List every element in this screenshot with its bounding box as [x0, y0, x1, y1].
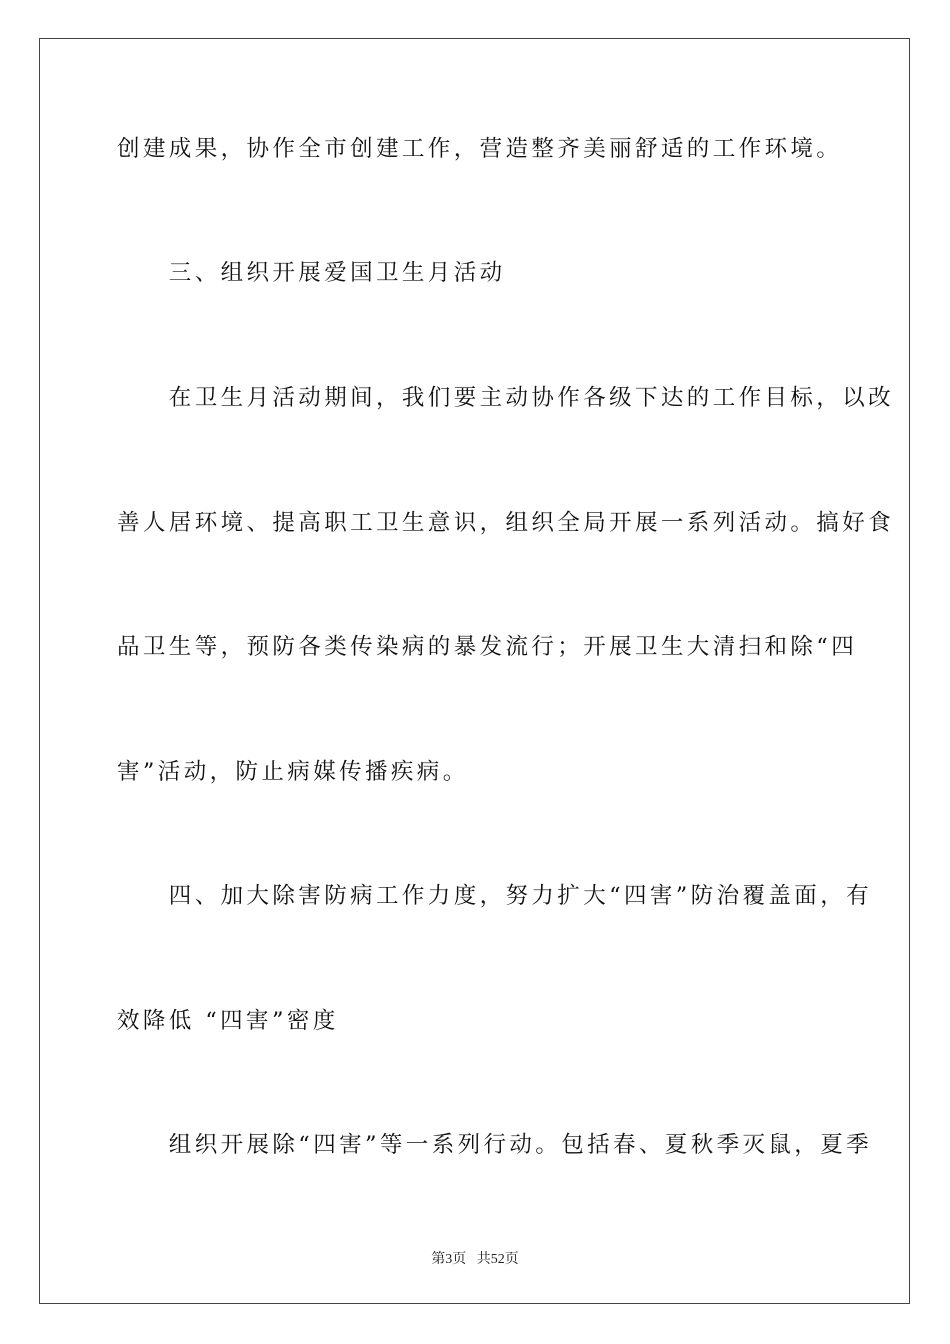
- section-heading: 四、加大除害防病工作力度，努力扩大“四害”防治覆盖面，有: [117, 883, 873, 909]
- text-line: 在卫生月活动期间，我们要主动协作各级下达的工作目标，以改: [117, 385, 895, 411]
- text-line: 害”活动，防止病媒传播疾病。: [117, 759, 469, 785]
- text-line: 效降低 “四害”密度: [117, 1008, 339, 1034]
- page-number: 第3页: [431, 1252, 467, 1267]
- text-line: 品卫生等，预防各类传染病的暴发流行；开展卫生大清扫和除“四: [117, 634, 858, 660]
- text-line: 善人居环境、提高职工卫生意识，组织全局开展一系列活动。搞好食: [117, 510, 895, 536]
- page-border: [39, 38, 910, 1304]
- text-line: 组织开展除“四害”等一系列行动。包括春、夏秋季灭鼠，夏季: [117, 1132, 873, 1158]
- text-line: 创建成果，协作全市创建工作，营造整齐美丽舒适的工作环境。: [117, 136, 843, 162]
- section-heading: 三、组织开展爱国卫生月活动: [117, 260, 506, 286]
- total-pages: 共52页: [476, 1252, 519, 1267]
- page-footer: [0, 1248, 950, 1268]
